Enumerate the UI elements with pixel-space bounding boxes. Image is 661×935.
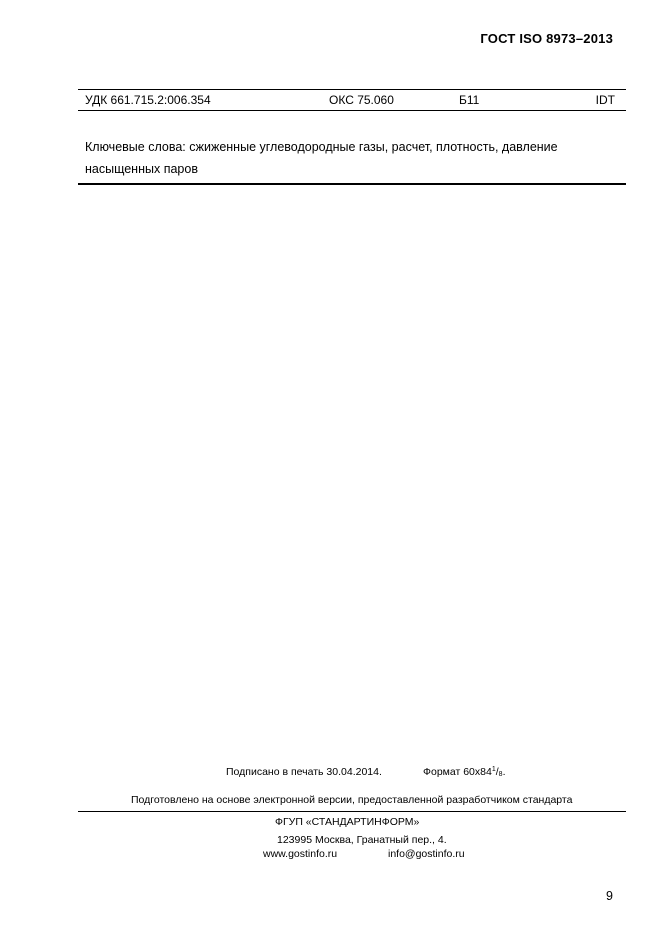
classification-row [85,93,615,109]
top-divider [78,89,626,90]
keywords-line-1: Ключевые слова: сжиженные углеводородные газы, расчет, плотность, давление [85,140,558,154]
group-code: Б11 [459,93,480,107]
format-prefix: Формат 60x84 [423,766,492,778]
standard-code-header: ГОСТ ISO 8973–2013 [480,31,613,46]
page-number: 9 [606,889,613,903]
prepared-note: Подготовлено на основе электронной версии, предоставленной разработчиком стандарта [131,794,573,806]
format-sub: 8 [498,771,503,778]
publisher-email: info@gostinfo.ru [388,848,465,860]
bottom-divider [78,183,626,185]
equivalence-degree: IDT [595,93,615,107]
udk-code: УДК 661.715.2:006.354 [85,93,211,107]
paper-format [423,766,505,778]
middle-divider [78,110,626,111]
oks-code: ОКС 75.060 [329,93,394,107]
signed-for-print: Подписано в печать 30.04.2014. [226,766,382,778]
publisher-name: ФГУП «СТАНДАРТИНФОРМ» [275,816,420,828]
keywords-block [85,136,615,180]
publisher-website: www.gostinfo.ru [263,848,338,860]
footer-divider [78,811,626,812]
keywords-line-2: насыщенных паров [85,162,198,176]
publisher-address: 123995 Москва, Гранатный пер., 4. [277,834,447,846]
format-suffix: . [502,766,506,778]
format-sup: 1 [491,766,496,773]
format-sep: / [495,766,499,778]
